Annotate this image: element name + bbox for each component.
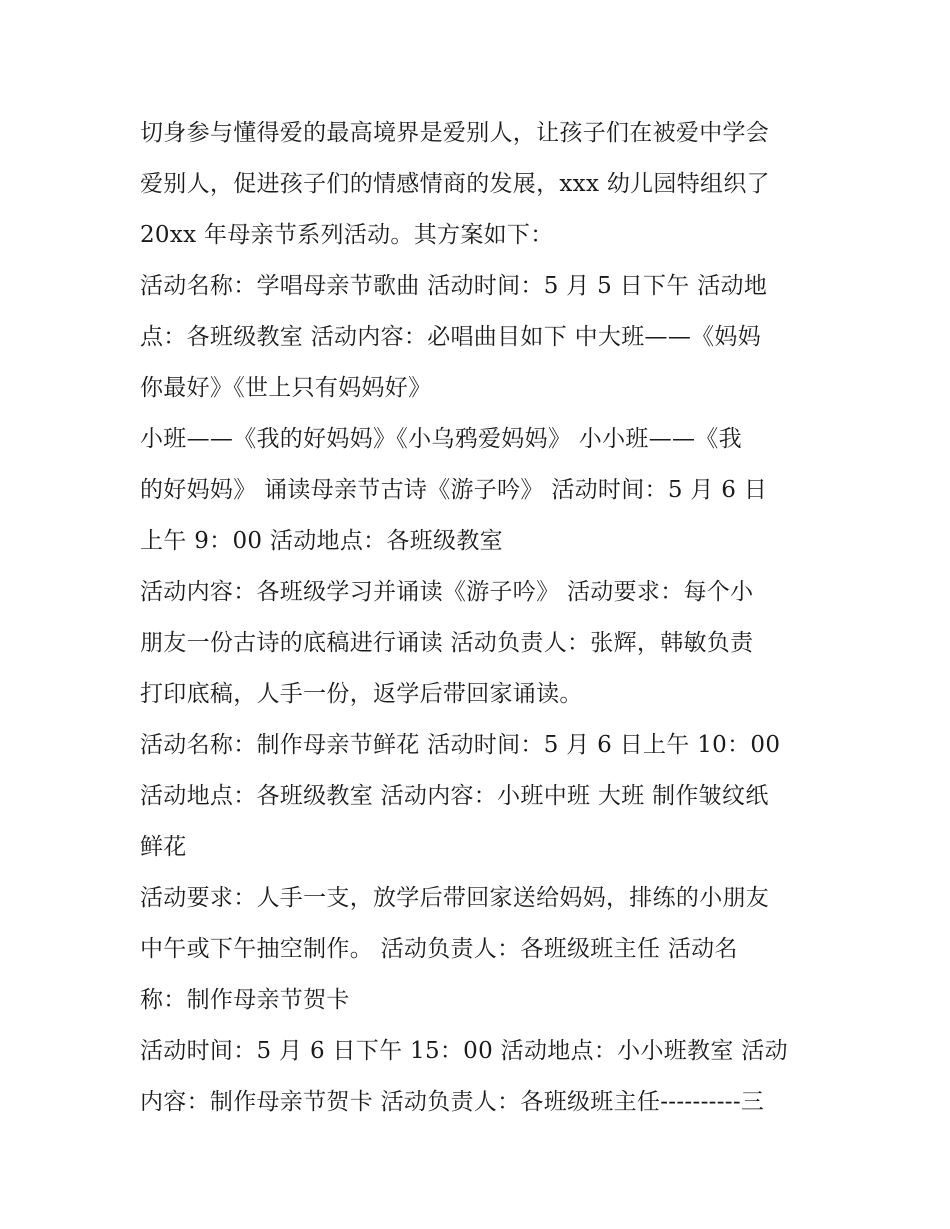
text-line-2: 爱别人，促进孩子们的情感情商的发展，xxx 幼儿园特组织了 — [140, 171, 770, 197]
text-line-20: 内容：制作母亲节贺卡 活动负责人：各班级班主任----------三 — [140, 1089, 765, 1115]
text-line-17: 中午或下午抽空制作。 活动负责人：各班级班主任 活动名 — [140, 936, 738, 962]
text-line-8: 的好妈妈》 诵读母亲节古诗《游子吟》 活动时间：5 月 6 日 — [140, 477, 768, 503]
text-line-5: 点：各班级教室 活动内容：必唱曲目如下 中大班——《妈妈 — [140, 324, 762, 350]
text-line-16: 活动要求：人手一支，放学后带回家送给妈妈，排练的小朋友 — [140, 885, 770, 911]
text-line-13: 活动名称：制作母亲节鲜花 活动时间：5 月 6 日上午 10：00 — [140, 732, 781, 758]
text-line-1: 切身参与懂得爱的最高境界是爱别人，让孩子们在被爱中学会 — [140, 120, 770, 146]
text-line-19: 活动时间：5 月 6 日下午 15：00 活动地点：小小班教室 活动 — [140, 1038, 788, 1064]
text-line-12: 打印底稿，人手一份，返学后带回家诵读。 — [140, 681, 583, 707]
text-line-9: 上午 9：00 活动地点：各班级教室 — [140, 528, 503, 554]
text-line-4: 活动名称：学唱母亲节歌曲 活动时间：5 月 5 日下午 活动地 — [140, 273, 768, 299]
text-line-10: 活动内容：各班级学习并诵读《游子吟》 活动要求：每个小 — [140, 579, 754, 605]
text-line-11: 朋友一份古诗的底稿进行诵读 活动负责人：张辉，韩敏负责 — [140, 630, 754, 656]
text-line-7: 小班——《我的好妈妈》《小乌鸦爱妈妈》 小小班——《我 — [140, 426, 742, 452]
text-line-3: 20xx 年母亲节系列活动。其方案如下： — [140, 222, 554, 248]
text-line-14: 活动地点：各班级教室 活动内容：小班中班 大班 制作皱纹纸 — [140, 783, 769, 809]
text-line-6: 你最好》《世上只有妈妈好》 — [140, 375, 432, 401]
text-line-15: 鲜花 — [140, 834, 187, 860]
document-body — [140, 108, 820, 1128]
text-line-18: 称：制作母亲节贺卡 — [140, 987, 350, 1013]
